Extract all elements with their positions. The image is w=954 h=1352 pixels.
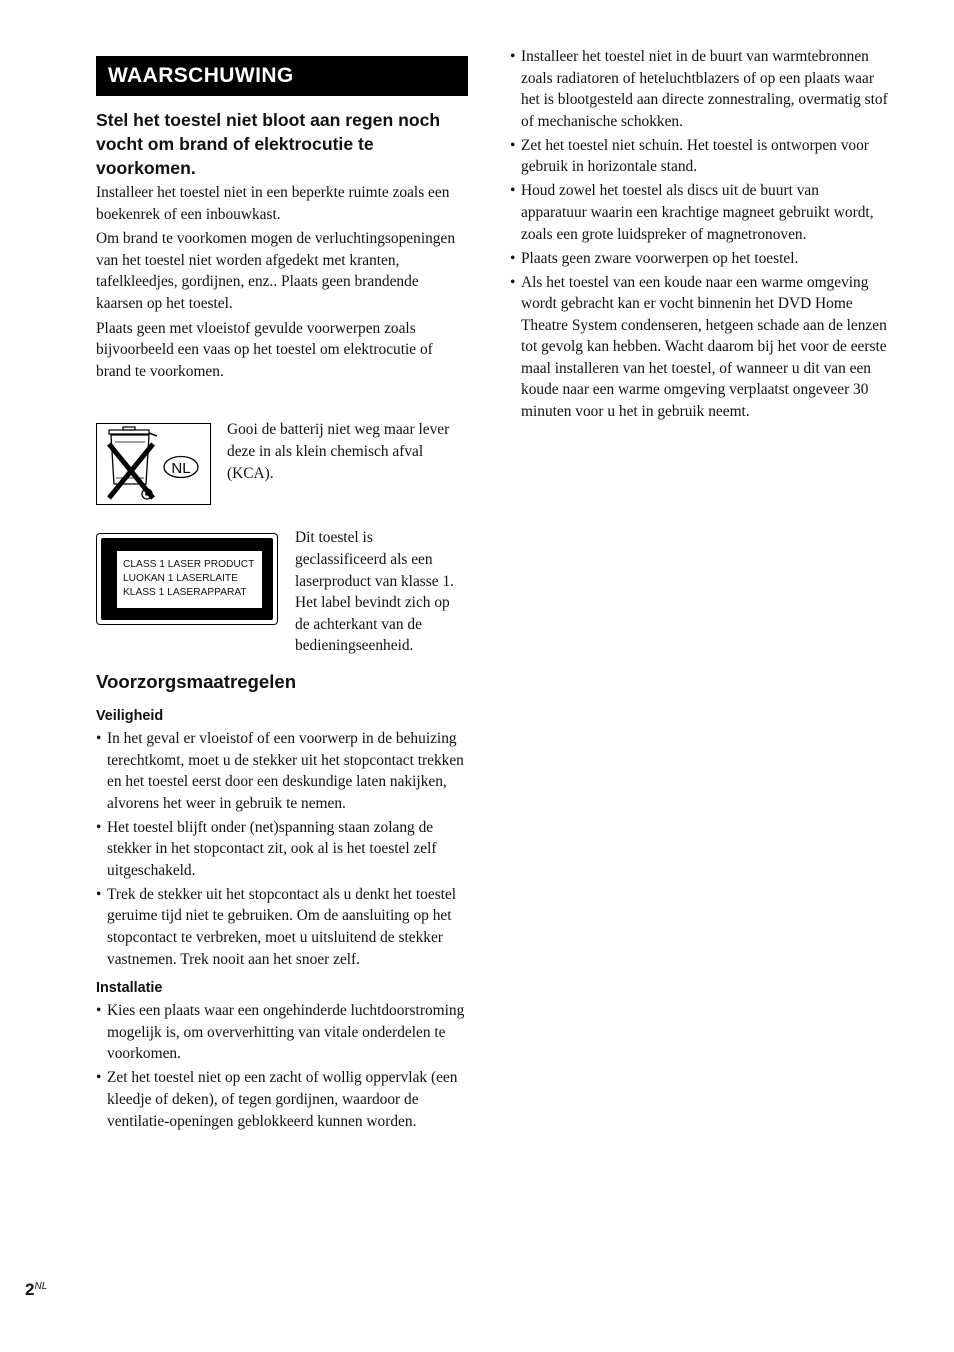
list-item: • Als het toestel van een koude naar een warme omgeving wordt gebracht kan er vocht binnenin het DVD Home Theatre System condenseren, hetgeen schade aan de lenzen tot gevolg kan hebben. Wacht daarom bij het voor de eerste maal installeren van het toestel, of wanneer u dit van een koude naar een warme omgeving verplaatst ongeveer 30 minuten voor u het in gebruik neemt. [510, 273, 887, 421]
list-item: • Het toestel blijft onder (net)spanning staan zolang de stekker in het stopcontact zit, ook al is het toestel zelf uitgeschakeld. [96, 818, 437, 879]
laser-notice-text: Dit toestel is geclassificeerd als een laserproduct van klasse 1. Het label bevindt zich op de achterkant van de bedieningseenheid. [295, 529, 454, 655]
right-column [510, 46, 888, 425]
safety-heading: Veiligheid [96, 707, 164, 724]
list-item: • Kies een plaats waar een ongehinderde luchtdoorstroming mogelijk is, om oververhitting van vitale onderdelen te voorkomen. [96, 1002, 465, 1063]
list-item: • Zet het toestel niet op een zacht of wollig oppervlak (een kleedje of deken), of tegen gordijnen, waardoor de ventilatie-openingen geblokkeerd kunnen worden. [96, 1069, 458, 1130]
list-item: • Installeer het toestel niet in de buurt van warmtebronnen zoals radiatoren of heteluchtblazers of op een plaats waar het is blootgesteld aan directe zonnestraling, overmatig stof of mechanische schokken. [510, 48, 888, 130]
safety-list [96, 728, 468, 970]
battery-notice-text: Gooi de batterij niet weg maar lever deze in als klein chemisch afval (KCA). [227, 421, 450, 482]
page-number: $2^{NL}$ [25, 1280, 48, 1299]
laser-notice [96, 527, 468, 657]
laser-label-line: CLASS 1 LASER PRODUCT [123, 559, 255, 571]
battery-notice [96, 419, 468, 505]
warning-heading: Stel het toestel niet bloot aan regen noch vocht om brand of elektrocutie te voorkomen. [96, 110, 441, 178]
nl-badge: NL [171, 460, 191, 478]
warning-title-bar: WAARSCHUWING [96, 56, 468, 96]
warning-paragraph: Installeer het toestel niet in een beperkte ruimte zoals een boekenrek of een inbouwkast. [96, 184, 450, 223]
laser-label-line: LUOKAN 1 LASERLAITE [123, 573, 238, 585]
laser-label-line: KLASS 1 LASERAPPARAT [123, 587, 247, 599]
precautions-heading: Voorzorgsmaatregelen [96, 670, 297, 692]
list-item: • Trek de stekker uit het stopcontact als u denkt het toestel geruime tijd niet te gebruiken. Om de aansluiting op het stopcontact te verbreken, moet u uitsluitend de stekker vastnemen. Trek nooit aan het snoer zelf. [96, 885, 457, 968]
crossed-out-wheelie-bin-icon [96, 423, 211, 505]
installation-heading: Installatie [96, 980, 163, 997]
installation-list [96, 1000, 468, 1132]
installation-list-continued [510, 46, 888, 423]
list-item: • In het geval er vloeistof of een voorwerp in de behuizing terechtkomt, moet u de stekker uit het stopcontact trekken en het toestel eerst door een deskundige laten nakijken, alvorens het weer in gebruik te nemen. [96, 729, 464, 812]
left-column [96, 56, 468, 1135]
warning-paragraph: Plaats geen met vloeistof gevulde voorwerpen zoals bijvoorbeeld een vaas op het toestel om elektrocutie of brand te voorkomen. [96, 319, 433, 380]
warning-paragraph: Om brand te voorkomen mogen de verluchtingsopeningen van het toestel niet worden afgedekt met kranten, tafelkleedjes, gordijnen, enz.. Plaats geen brandende kaarsen op het toestel. [96, 230, 456, 312]
list-item: • Houd zowel het toestel als discs uit de buurt van apparatuur waarin een krachtige magneet gebruikt wordt, zoals een grote luidspreker of magnetronoven. [510, 182, 874, 243]
laser-product-label [96, 533, 278, 625]
list-item: • Zet het toestel niet schuin. Het toestel is ontworpen voor gebruik in horizontale stand. [510, 136, 869, 176]
list-item: • Plaats geen zware voorwerpen op het toestel. [510, 249, 799, 267]
